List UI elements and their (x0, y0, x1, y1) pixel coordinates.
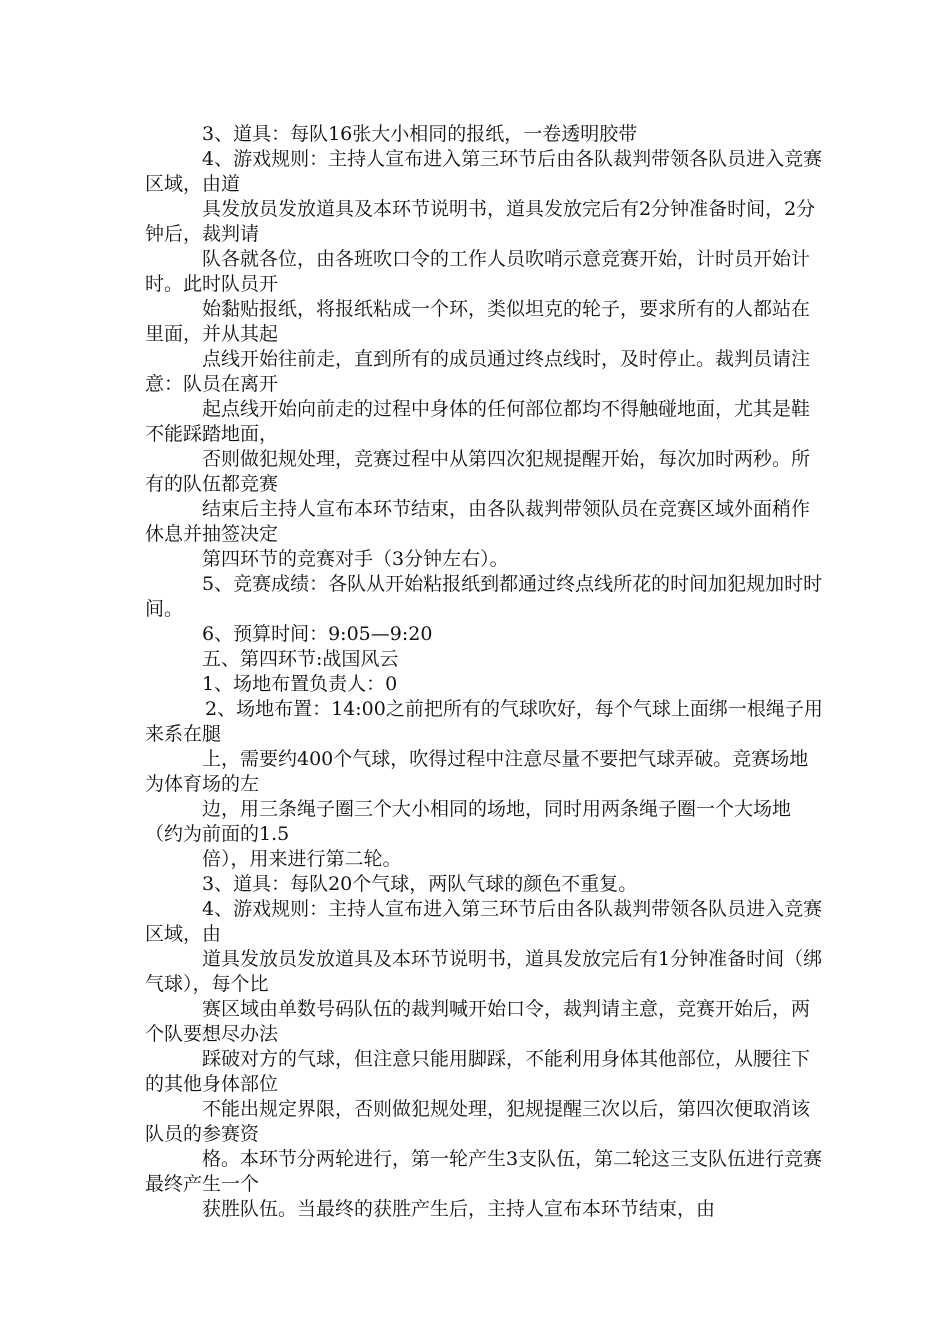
paragraph-score: 5、竞赛成绩：各队从开始粘报纸到都通过终点线所花的时间加犯规加时时间。 (145, 573, 823, 620)
paragraph-rules-4: 始黏贴报纸，将报纸粘成一个环，类似坦克的轮子，要求所有的人都站在里面，并从其起 (145, 298, 811, 345)
paragraph-venue-owner: 1、场地布置负责人：0 (202, 673, 398, 695)
paragraph-rules-5: 点线开始往前走，直到所有的成员通过终点线时，及时停止。裁判员请注意：队员在离开 (145, 348, 811, 395)
paragraph-props-1: 3、道具：每队16张大小相同的报纸，一卷透明胶带 (202, 123, 638, 145)
paragraph-rules-b-3: 赛区域由单数号码队伍的裁判喊开始口令，裁判请主意，竞赛开始后，两个队要想尽办法 (145, 998, 811, 1045)
section-heading-4: 五、第四环节:战国风云 (202, 648, 399, 670)
paragraph-rules-1: 4、游戏规则：主持人宣布进入第三环节后由各队裁判带领各队员进入竞赛区域，由道 (145, 148, 823, 195)
paragraph-rules-2: 具发放员发放道具及本环节说明书，道具发放完后有2分钟准备时间，2分钟后，裁判请 (145, 198, 816, 245)
paragraph-venue-setup-1: 2、场地布置：14:00之前把所有的气球吹好，每个气球上面绑一根绳子用来系在腿 (145, 698, 823, 745)
paragraph-props-2: 3、道具：每队20个气球，两队气球的颜色不重复。 (202, 873, 638, 895)
paragraph-rules-6: 起点线开始向前走的过程中身体的任何部位都均不得触碰地面，尤其是鞋不能踩踏地面， (145, 398, 811, 445)
paragraph-rules-9: 第四环节的竞赛对手（3分钟左右）。 (202, 548, 509, 570)
paragraph-rules-b-5: 不能出规定界限，否则做犯规处理，犯规提醒三次以后，第四次便取消该队员的参赛资 (145, 1098, 811, 1145)
paragraph-venue-setup-4: 倍），用来进行第二轮。 (202, 848, 402, 870)
paragraph-rules-b-6: 格。本环节分两轮进行，第一轮产生3支队伍，第二轮这三支队伍进行竞赛最终产生一个 (145, 1148, 823, 1195)
paragraph-rules-7: 否则做犯规处理，竞赛过程中从第四次犯规提醒开始，每次加时两秒。所有的队伍都竞赛 (145, 448, 811, 495)
paragraph-budget-time: 6、预算时间：9:05—9:20 (202, 623, 433, 645)
paragraph-venue-setup-3: 边，用三条绳子圈三个大小相同的场地，同时用两条绳子圈一个大场地（约为前面的1.5 (145, 798, 792, 845)
paragraph-rules-b-7: 获胜队伍。当最终的获胜产生后，主持人宣布本环节结束，由 (202, 1198, 716, 1220)
document-body (145, 122, 825, 1222)
paragraph-rules-b-1: 4、游戏规则：主持人宣布进入第三环节后由各队裁判带领各队员进入竞赛区域，由 (145, 898, 823, 945)
paragraph-rules-b-4: 踩破对方的气球，但注意只能用脚踩，不能利用身体其他部位，从腰往下的其他身体部位 (145, 1048, 811, 1095)
paragraph-venue-setup-2: 上，需要约400个气球，吹得过程中注意尽量不要把气球弄破。竞赛场地为体育场的左 (145, 748, 809, 795)
paragraph-rules-3: 队各就各位，由各班吹口令的工作人员吹哨示意竞赛开始，计时员开始计时。此时队员开 (145, 248, 811, 295)
paragraph-rules-b-2: 道具发放员发放道具及本环节说明书，道具发放完后有1分钟准备时间（绑气球），每个比 (145, 948, 823, 995)
paragraph-rules-8: 结束后主持人宣布本环节结束，由各队裁判带领队员在竞赛区域外面稍作休息并抽签决定 (145, 498, 811, 545)
